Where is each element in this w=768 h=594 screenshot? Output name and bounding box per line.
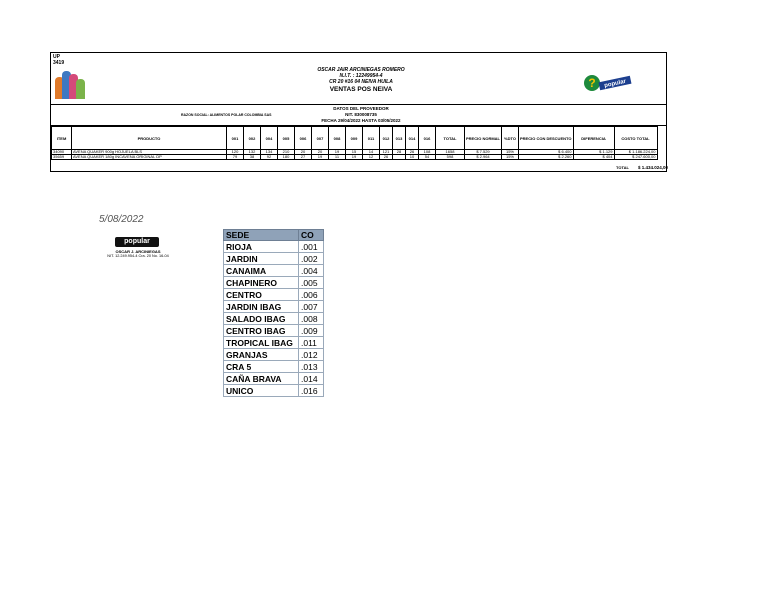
table-cell: 15% xyxy=(502,155,519,160)
sede-code: .012 xyxy=(299,349,324,361)
table-cell: 20 xyxy=(312,150,329,155)
table-cell: $ 7.529 xyxy=(465,150,502,155)
column-header: PRECIO CON DESCUENTO xyxy=(519,127,574,150)
sede-name: SALADO IBAG xyxy=(224,313,299,325)
table-cell: 1658 xyxy=(436,150,465,155)
popular-logo xyxy=(583,71,633,93)
table-cell: $ 6.400 xyxy=(519,150,574,155)
sede-name: CRA 5 xyxy=(224,361,299,373)
sede-header: SEDE xyxy=(224,230,299,241)
table-cell: 15 xyxy=(346,150,363,155)
report-sheet xyxy=(50,52,667,172)
company-name: OSCAR JAIR ARCINIEGAS ROMERO xyxy=(317,67,405,73)
sede-row xyxy=(224,385,324,397)
column-header: 014 xyxy=(406,127,419,150)
sede-name: TROPICAL IBAG xyxy=(224,337,299,349)
column-header: 005 xyxy=(278,127,295,150)
column-header: 004 xyxy=(261,127,278,150)
sede-row xyxy=(224,337,324,349)
table-cell: $ 1.129 xyxy=(573,150,614,155)
sede-row xyxy=(224,253,324,265)
table-cell: 92 xyxy=(261,155,278,160)
table-cell: 108 xyxy=(419,150,436,155)
table-cell: 598 xyxy=(436,155,465,160)
column-header: PRODUCTO xyxy=(72,127,227,150)
provider-block xyxy=(251,106,471,124)
column-header: 013 xyxy=(393,127,406,150)
sede-table xyxy=(223,229,324,397)
sede-name: JARDIN xyxy=(224,253,299,265)
table-cell: 121 xyxy=(380,150,393,155)
popular-stamp-logo xyxy=(97,234,179,260)
provider-nit: NIT. 830008735 xyxy=(345,112,377,117)
table-cell: 12 xyxy=(363,155,380,160)
sede-code: .008 xyxy=(299,313,324,325)
svg-text:?: ? xyxy=(588,76,596,90)
column-header: 006 xyxy=(295,127,312,150)
table-cell: 15% xyxy=(502,150,519,155)
table-cell: 34090 xyxy=(52,150,72,155)
column-header: DIFERENCIA xyxy=(573,127,614,150)
brand-name: popular xyxy=(603,78,627,90)
table-cell: 26 xyxy=(380,155,393,160)
column-header: 012 xyxy=(380,127,393,150)
table-cell xyxy=(393,155,406,160)
table-cell: 19 xyxy=(346,155,363,160)
family-logo xyxy=(55,67,85,99)
report-title: VENTAS POS NEIVA xyxy=(329,86,393,93)
column-header: 011 xyxy=(363,127,380,150)
table-cell: $ 404 xyxy=(573,155,614,160)
column-header: %DTO xyxy=(502,127,519,150)
table-cell: 35659 xyxy=(52,155,72,160)
table-cell: 79 xyxy=(227,155,244,160)
sede-name: CAÑA BRAVA xyxy=(224,373,299,385)
column-header: 001 xyxy=(227,127,244,150)
company-header xyxy=(231,67,491,94)
table-cell: 27 xyxy=(295,155,312,160)
sede-code: .016 xyxy=(299,385,324,397)
column-header: TOTAL xyxy=(436,127,465,150)
table-cell: 19 xyxy=(329,150,346,155)
sede-row xyxy=(224,313,324,325)
sede-row xyxy=(224,265,324,277)
column-header: 002 xyxy=(244,127,261,150)
sede-code: .006 xyxy=(299,289,324,301)
sede-row xyxy=(224,373,324,385)
sede-code: .014 xyxy=(299,373,324,385)
sede-name: CENTRO xyxy=(224,289,299,301)
sede-row xyxy=(224,301,324,313)
column-header: 008 xyxy=(329,127,346,150)
sede-row xyxy=(224,277,324,289)
table-row xyxy=(52,155,658,160)
column-header: 016 xyxy=(419,127,436,150)
stamp-brand: popular xyxy=(115,237,159,247)
sede-name: GRANJAS xyxy=(224,349,299,361)
table-cell: $ 247.600,00 xyxy=(614,155,657,160)
table-cell: 54 xyxy=(419,155,436,160)
sede-code: .013 xyxy=(299,361,324,373)
table-cell: $ 1.186.224,00 xyxy=(614,150,657,155)
table-cell: 120 xyxy=(227,150,244,155)
sede-code: .004 xyxy=(299,265,324,277)
sede-name: CHAPINERO xyxy=(224,277,299,289)
stamp-nit: NIT. 12.249.954-4 Cra. 20 No. 16-04 xyxy=(107,254,169,258)
sede-row xyxy=(224,349,324,361)
sede-code: .009 xyxy=(299,325,324,337)
sede-name: CENTRO IBAG xyxy=(224,325,299,337)
up-label: UP 3419 xyxy=(53,54,65,66)
sede-row xyxy=(224,241,324,253)
sede-name: CANAIMA xyxy=(224,265,299,277)
table-cell: AVENA QUAKER 900g HOJUELA BLS xyxy=(72,150,227,155)
sede-row xyxy=(224,325,324,337)
sede-row xyxy=(224,289,324,301)
table-cell: 20 xyxy=(295,150,312,155)
total-label: TOTAL xyxy=(616,165,629,170)
sede-name: RIOJA xyxy=(224,241,299,253)
provider-title: DATOS DEL PROVEEDOR xyxy=(333,106,389,111)
column-header: ITEM xyxy=(52,127,72,150)
table-cell: 14 xyxy=(363,150,380,155)
table-cell: 134 xyxy=(261,150,278,155)
legend-date: 5/08/2022 xyxy=(99,214,144,225)
table-cell: 26 xyxy=(406,150,419,155)
column-header: COSTO TOTAL xyxy=(614,127,657,150)
stamp-owner: OSCAR J. ARCINIEGAS xyxy=(115,249,161,254)
table-cell: $ 2.964 xyxy=(465,155,502,160)
column-header: 007 xyxy=(312,127,329,150)
table-cell: 10 xyxy=(406,155,419,160)
table-cell: $ 2.260 xyxy=(519,155,574,160)
sede-row xyxy=(224,361,324,373)
sede-code: .011 xyxy=(299,337,324,349)
sede-code: .005 xyxy=(299,277,324,289)
sede-code: .001 xyxy=(299,241,324,253)
date-range: FECHA 29/04/2022 HASTA 03/05/2022 xyxy=(321,118,401,123)
sede-code: .002 xyxy=(299,253,324,265)
table-cell: AVENA QUAKER 180g INCAVENA ORIGINAL DP xyxy=(72,155,227,160)
company-address: CR 20 #16 04 NEIVA HUILA xyxy=(329,79,393,85)
table-cell: 180 xyxy=(278,155,295,160)
table-cell: 19 xyxy=(312,155,329,160)
total-value: $ 1.434.024,00 xyxy=(637,165,668,170)
sede-code: .007 xyxy=(299,301,324,313)
sede-name: JARDIN IBAG xyxy=(224,301,299,313)
table-cell: 38 xyxy=(244,155,261,160)
table-cell: 11 xyxy=(329,155,346,160)
sales-table xyxy=(51,126,658,160)
razon-social: RAZON SOCIAL: ALIMENTOS POLAR COLOMBIA SAS xyxy=(181,113,272,117)
table-cell: 28 xyxy=(393,150,406,155)
column-header: PRECIO NORMAL xyxy=(465,127,502,150)
table-cell: 210 xyxy=(278,150,295,155)
sede-name: UNICO xyxy=(224,385,299,397)
co-header: CO xyxy=(299,230,324,241)
company-nit: N.I.T. : 12249954-4 xyxy=(339,73,383,79)
column-header: 009 xyxy=(346,127,363,150)
table-cell: 132 xyxy=(244,150,261,155)
